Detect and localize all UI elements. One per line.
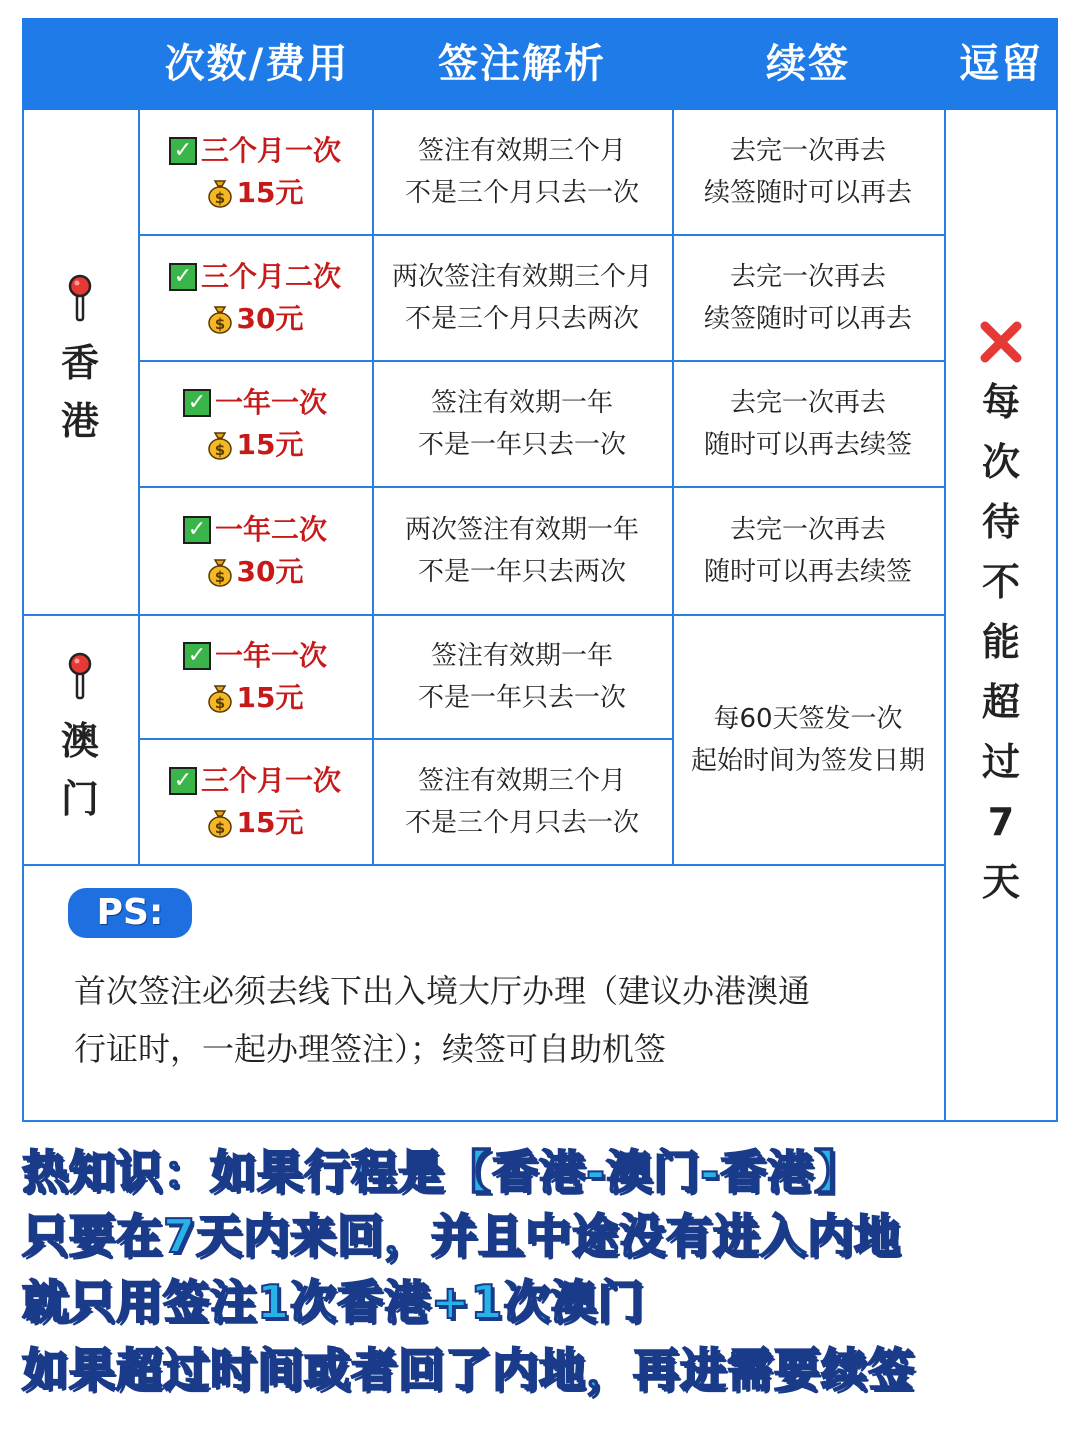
frequency-text: 三个月二次 xyxy=(200,260,341,293)
checkmark-icon: ✓ xyxy=(183,389,211,417)
frequency-label xyxy=(169,256,341,298)
renew-line2: 续签随时可以再去 xyxy=(703,304,912,334)
note-line3: 就只用签注1次香港+1次澳门 xyxy=(22,1275,645,1329)
macau-renew-cell xyxy=(672,616,946,866)
fee-text: 15元 xyxy=(236,806,304,839)
analysis-line2: 不是三个月只去一次 xyxy=(404,178,639,208)
ps-text xyxy=(74,962,940,1078)
stay-char: 不 xyxy=(981,560,1020,604)
note-line2: 只要在7天内来回，并且中途没有进入内地 xyxy=(22,1209,902,1263)
frequency-text: 一年二次 xyxy=(214,513,327,546)
renew-line1: 去完一次再去 xyxy=(729,262,886,292)
fee-label xyxy=(207,424,304,466)
region-name-macau-2: 门 xyxy=(60,777,99,821)
frequency-text: 一年一次 xyxy=(214,386,327,419)
svg-text:$: $ xyxy=(214,189,225,207)
analysis-line1: 两次签注有效期三个月 xyxy=(391,262,652,292)
svg-text:$: $ xyxy=(214,819,225,837)
checkmark-icon: ✓ xyxy=(169,263,197,291)
analysis-line1: 签注有效期一年 xyxy=(430,388,613,418)
analysis-line2: 不是三个月只去一次 xyxy=(404,808,639,838)
frequency-text: 三个月一次 xyxy=(200,134,341,167)
renew-line2: 随时可以再去续签 xyxy=(703,557,912,587)
renew-line2: 随时可以再去续签 xyxy=(703,430,912,460)
frequency-label xyxy=(183,382,327,424)
analysis-cell xyxy=(372,362,674,488)
checkmark-icon: ✓ xyxy=(169,767,197,795)
renew-cell xyxy=(672,488,946,616)
frequency-label xyxy=(169,130,341,172)
money-bag-icon xyxy=(207,557,233,587)
stay-char: 超 xyxy=(981,680,1020,724)
svg-text:$: $ xyxy=(214,694,225,712)
fee-label xyxy=(207,298,304,340)
fee-text: 30元 xyxy=(236,555,304,588)
fee-text: 15元 xyxy=(236,681,304,714)
analysis-cell xyxy=(372,740,674,866)
fee-label xyxy=(207,551,304,593)
ps-line1: 首次签注必须去线下出入境大厅办理（建议办港澳通 xyxy=(74,972,811,1010)
note-line4: 如果超过时间或者回了内地，再进需要续签 xyxy=(22,1343,915,1397)
checkmark-icon: ✓ xyxy=(183,642,211,670)
stay-char: 次 xyxy=(981,440,1020,484)
money-bag-icon xyxy=(207,683,233,713)
svg-text:$: $ xyxy=(214,315,225,333)
analysis-line1: 签注有效期一年 xyxy=(430,641,613,671)
analysis-cell xyxy=(372,616,674,740)
checkmark-icon: ✓ xyxy=(183,516,211,544)
macau-renew-line2: 起始时间为签发日期 xyxy=(690,746,925,776)
renew-cell xyxy=(672,110,946,236)
frequency-text: 一年一次 xyxy=(214,639,327,672)
renew-line1: 去完一次再去 xyxy=(729,515,886,545)
money-bag-icon xyxy=(207,178,233,208)
region-hk xyxy=(22,110,140,616)
freq-fee-cell xyxy=(138,110,374,236)
freq-fee-cell xyxy=(138,740,374,866)
money-bag-icon xyxy=(207,304,233,334)
header-analysis: 签注解析 xyxy=(438,41,606,87)
freq-fee-cell xyxy=(138,488,374,616)
checkmark-icon: ✓ xyxy=(169,137,197,165)
region-name-hk-1: 香 xyxy=(60,341,99,385)
freq-fee-cell xyxy=(138,616,374,740)
freq-fee-cell xyxy=(138,236,374,362)
money-bag-icon xyxy=(207,430,233,460)
fee-label xyxy=(207,802,304,844)
frequency-label xyxy=(169,760,341,802)
analysis-line2: 不是一年只去一次 xyxy=(417,430,626,460)
stay-char: 能 xyxy=(981,620,1020,664)
renew-cell xyxy=(672,236,946,362)
fee-text: 15元 xyxy=(236,176,304,209)
stay-char: 待 xyxy=(981,500,1020,544)
analysis-cell xyxy=(372,236,674,362)
stay-char: 每 xyxy=(981,380,1020,424)
region-macau xyxy=(22,616,140,866)
freq-fee-cell xyxy=(138,362,374,488)
analysis-cell xyxy=(372,488,674,616)
macau-renew-line1: 每60天签发一次 xyxy=(713,704,903,734)
frequency-label xyxy=(183,635,327,677)
svg-text:$: $ xyxy=(214,568,225,586)
region-name-hk-2: 港 xyxy=(60,399,99,443)
analysis-line2: 不是一年只去两次 xyxy=(417,557,626,587)
frequency-label xyxy=(183,509,327,551)
header-stay: 逗留 xyxy=(959,41,1043,87)
stay-char: 过 xyxy=(981,740,1020,784)
fee-text: 30元 xyxy=(236,302,304,335)
renew-line2: 续签随时可以再去 xyxy=(703,178,912,208)
analysis-line1: 签注有效期三个月 xyxy=(417,136,626,166)
stay-char: 天 xyxy=(981,860,1020,904)
analysis-cell xyxy=(372,110,674,236)
cross-icon xyxy=(979,320,1023,364)
table-header xyxy=(22,18,1058,110)
analysis-line1: 签注有效期三个月 xyxy=(417,766,626,796)
ps-line2: 行证时，一起办理签注）；续签可自助机签 xyxy=(74,1030,667,1068)
renew-cell xyxy=(672,362,946,488)
renew-line1: 去完一次再去 xyxy=(729,388,886,418)
svg-text:$: $ xyxy=(214,441,225,459)
stay-char: 7 xyxy=(987,800,1015,844)
analysis-line1: 两次签注有效期一年 xyxy=(404,515,639,545)
renew-line1: 去完一次再去 xyxy=(729,136,886,166)
stay-column xyxy=(944,110,1058,1122)
frequency-text: 三个月一次 xyxy=(200,764,341,797)
region-name-macau-1: 澳 xyxy=(60,719,99,763)
money-bag-icon xyxy=(207,808,233,838)
fee-text: 15元 xyxy=(236,428,304,461)
analysis-line2: 不是三个月只去两次 xyxy=(404,304,639,334)
header-renew: 续签 xyxy=(766,41,850,87)
location-pin-icon xyxy=(67,274,93,324)
fee-label xyxy=(207,172,304,214)
header-freq: 次数/费用 xyxy=(164,41,350,87)
note-line1: 热知识：如果行程是【香港-澳门-香港】 xyxy=(22,1145,862,1199)
fee-label xyxy=(207,677,304,719)
analysis-line2: 不是一年只去一次 xyxy=(417,683,626,713)
location-pin-icon xyxy=(67,652,93,702)
ps-badge: PS: xyxy=(68,888,192,938)
stay-text xyxy=(982,372,1020,912)
